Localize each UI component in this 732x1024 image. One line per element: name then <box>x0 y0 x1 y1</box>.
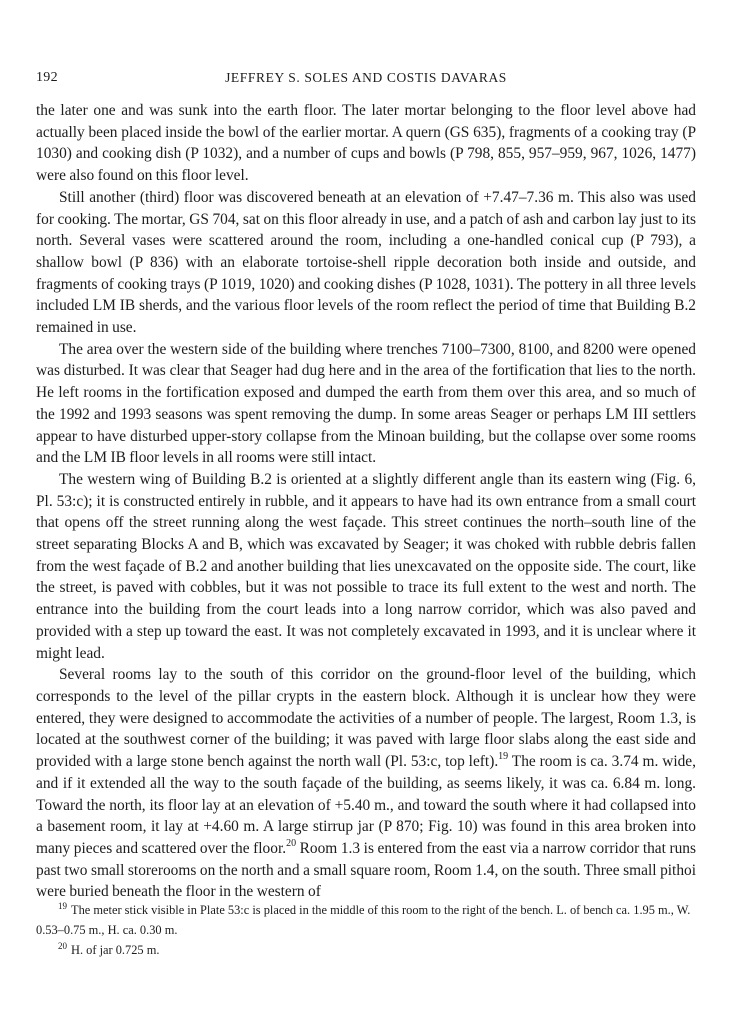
footnote-ref-19[interactable]: 19 <box>498 750 509 762</box>
page-number: 192 <box>36 70 58 85</box>
paragraph-2: Still another (third) floor was discovered beneath at an elevation of +7.47–7.36 m. This also was used for cooking. The mortar, GS 704, sat on this floor already in use, and a patch of ash and carbon lay just to its north. Several vases were scattered around the room, including a one-handled conical cup (P 793), a shallow bowl (P 836) with an elaborate tortoise-shell ripple decoration both inside and outside, and fragments of cooking trays (P 1019, 1020) and cooking dishes (P 1028, 1031). The pottery in all three levels included LM IB sherds, and the various floor levels of the room reflect the period of time that Building B.2 remained in use. <box>36 188 696 337</box>
footnote-text-20: H. of jar 0.725 m. <box>71 943 160 957</box>
footnote-text-19: The meter stick visible in Plate 53:c is placed in the middle of this room to the right of the bench. L. of bench ca. 1.95 m., W. 0.53–0.75 m., H. ca. 0.30 m. <box>36 903 691 937</box>
footnotes <box>36 900 696 960</box>
footnote-ref-20[interactable]: 20 <box>286 837 297 849</box>
page-header <box>36 70 696 92</box>
paragraph-5-part-a: Several rooms lay to the south of this corridor on the ground-floor level of the building, which corresponds to the level of the pillar crypts in the eastern block. Although it is unclear how they were entered, they were designed to accommodate the activities of a number of people. The largest, Room 1.3, is located at the southwest corner of the building; it was paved with large floor slabs along the east side and provided with a large stone bench against the north wall (Pl. 53:c, top left). <box>36 666 696 771</box>
paragraph-4: The western wing of Building B.2 is oriented at a slightly different angle than its eastern wing (Fig. 6, Pl. 53:c); it is constructed entirely in rubble, and it appears to have had its own entrance from a small court that opens off the street running along the west façade. This street continues the north–south line of the street separating Blocks A and B, which was excavated by Seager; it was choked with rubble debris fallen from the west façade of B.2 and another building that lies unexcavated on the opposite side. The court, like the street, is paved with cobbles, but it was not possible to trace its full extent to the west and north. The entrance into the building from the court leads into a long narrow corridor, which was also paved and provided with a step up toward the east. It was not completely excavated in 1993, and it is unclear where it might lead. <box>36 470 696 662</box>
footnote-mark-20: 20 <box>58 940 67 951</box>
running-head: JEFFREY S. SOLES AND COSTIS DAVARAS <box>225 70 507 85</box>
paragraph-5-part-b: The room is ca. 3.74 m. wide, and if it extended all the way to the south façade of the building, as seems likely, it was ca. 6.84 m. long. Toward the north, its floor lay at an elevation of +5.40 m., and toward the south where it had collapsed into a basement room, it lay at +4.60 m. A large stirrup jar (P 870; Fig. 10) was found in this area broken into many pieces and scattered over the floor. <box>36 753 696 857</box>
paragraph-3: The area over the western side of the building where trenches 7100–7300, 8100, and 8200 were opened was disturbed. It was clear that Seager had dug here and in the area of the fortification that lies to the north. He left rooms in the fortification exposed and dumped the earth from them over this area, and so much of the 1992 and 1993 seasons was spent removing the dump. In some areas Seager or perhaps LM III settlers appear to have disturbed upper-story collapse from the Minoan building, but the collapse over some rooms and the LM IB floor levels in all rooms were still intact. <box>36 340 696 467</box>
footnote-20 <box>36 940 696 960</box>
body-text <box>36 100 696 903</box>
paragraph-5-part-c: Room 1.3 is entered from the east via a narrow corridor that runs past two small storerooms on the north and a small square room, Room 1.4, on the south. Three small pithoi were buried beneath the floor in the western of <box>36 839 696 901</box>
footnote-mark-19: 19 <box>58 900 67 911</box>
paragraph-1: the later one and was sunk into the earth floor. The later mortar belonging to the floor level above had actually been placed inside the bowl of the earlier mortar. A quern (GS 635), fragments of a cooking tray (P 1030) and cooking dish (P 1032), and a number of cups and bowls (P 798, 855, 957–959, 967, 1026, 1477) were also found on this floor level. <box>36 102 696 185</box>
footnote-19 <box>36 900 696 940</box>
paragraph-5 <box>36 664 696 903</box>
